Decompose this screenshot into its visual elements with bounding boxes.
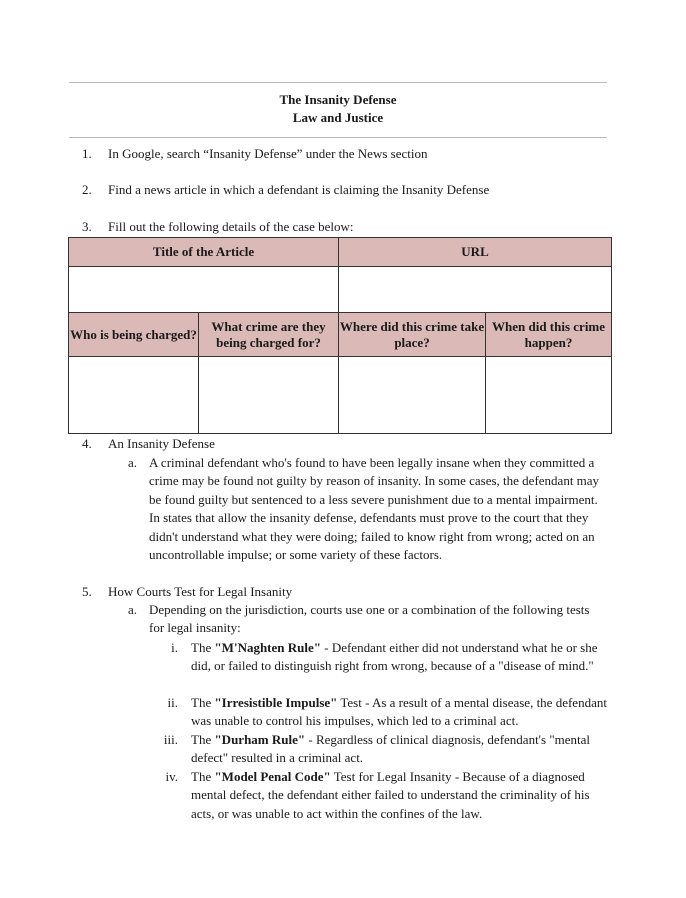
test-item-iii	[146, 731, 610, 768]
header-url: URL	[339, 238, 612, 267]
item-marker: iv.	[165, 769, 178, 784]
section4-item-a	[128, 454, 608, 564]
item-marker: a.	[128, 455, 138, 470]
header-what-crime: What crime are they being charged for?	[199, 313, 339, 357]
step-2	[82, 181, 612, 199]
item-text: The "Durham Rule" - Regardless of clinical diagnosis, defendant's "mental defect" resulted in a criminal act.	[191, 732, 591, 766]
test-item-iv	[146, 768, 610, 823]
step-text: An Insanity Defense	[108, 436, 215, 451]
cell-where-crime[interactable]	[339, 357, 486, 434]
item-text: A criminal defendant who's found to have been legally insane when they committed a crime may be found not guilty by reason of insanity. In some cases, the defendant may be found guilty but sentenced to a less severe punishment due to a mental impairment. In states that allow the insanity defense, defendants must prove to the court that they didn't understand what they were doing; failed to know right from wrong; acted on an uncontrollable impulse; or some variety of these factors.	[149, 455, 600, 563]
step-4	[82, 435, 612, 453]
case-details-table	[68, 237, 612, 434]
step-number: 2.	[82, 182, 92, 197]
step-1	[82, 145, 612, 163]
step-number: 3.	[82, 219, 92, 234]
test-name: "Irresistible Impulse"	[214, 695, 338, 710]
top-divider	[69, 82, 607, 83]
step-text: Fill out the following details of the case below:	[108, 219, 354, 234]
cell-url[interactable]	[339, 267, 612, 313]
item-marker: ii.	[167, 695, 178, 710]
item-text: Depending on the jurisdiction, courts use one or a combination of the following tests for legal insanity:	[149, 602, 590, 636]
document-title: The Insanity Defense	[279, 92, 397, 107]
step-text: In Google, search “Insanity Defense” under the News section	[108, 146, 428, 161]
test-name: "M'Naghten Rule"	[214, 640, 321, 655]
step-number: 1.	[82, 146, 92, 161]
step-text: How Courts Test for Legal Insanity	[108, 584, 293, 599]
item-text: The "Model Penal Code" Test for Legal Insanity - Because of a diagnosed mental defect, the defendant either failed to understand the criminality of his acts, or was unable to act within the confines of the law.	[191, 769, 590, 821]
item-marker: i.	[171, 640, 178, 655]
section5-item-a	[128, 601, 600, 638]
item-text: The "Irresistible Impulse" Test - As a result of a mental disease, the defendant was unable to control his impulses, which led to a criminal act.	[191, 695, 607, 729]
cell-what-crime[interactable]	[199, 357, 339, 434]
header-where-crime: Where did this crime take place?	[339, 313, 486, 357]
item-marker: a.	[128, 602, 138, 617]
cell-article-title[interactable]	[69, 267, 339, 313]
step-number: 5.	[82, 584, 92, 599]
item-marker: iii.	[163, 732, 178, 747]
test-name: "Model Penal Code"	[214, 769, 331, 784]
step-number: 4.	[82, 436, 92, 451]
item-text: The "M'Naghten Rule" - Defendant either did not understand what he or she did, or failed to distinguish right from wrong, because of a "disease of mind."	[191, 640, 598, 674]
title-divider	[69, 137, 607, 138]
step-3	[82, 218, 612, 236]
test-item-i	[146, 639, 610, 676]
header-article-title: Title of the Article	[69, 238, 339, 267]
document-subtitle: Law and Justice	[292, 110, 384, 125]
cell-when-crime[interactable]	[486, 357, 612, 434]
test-item-ii	[146, 694, 610, 731]
step-text: Find a news article in which a defendant is claiming the Insanity Defense	[108, 182, 490, 197]
header-when-crime: When did this crime happen?	[486, 313, 612, 357]
test-name: "Durham Rule"	[214, 732, 306, 747]
step-5	[82, 583, 612, 601]
header-who-charged: Who is being charged?	[69, 313, 199, 357]
cell-who-charged[interactable]	[69, 357, 199, 434]
